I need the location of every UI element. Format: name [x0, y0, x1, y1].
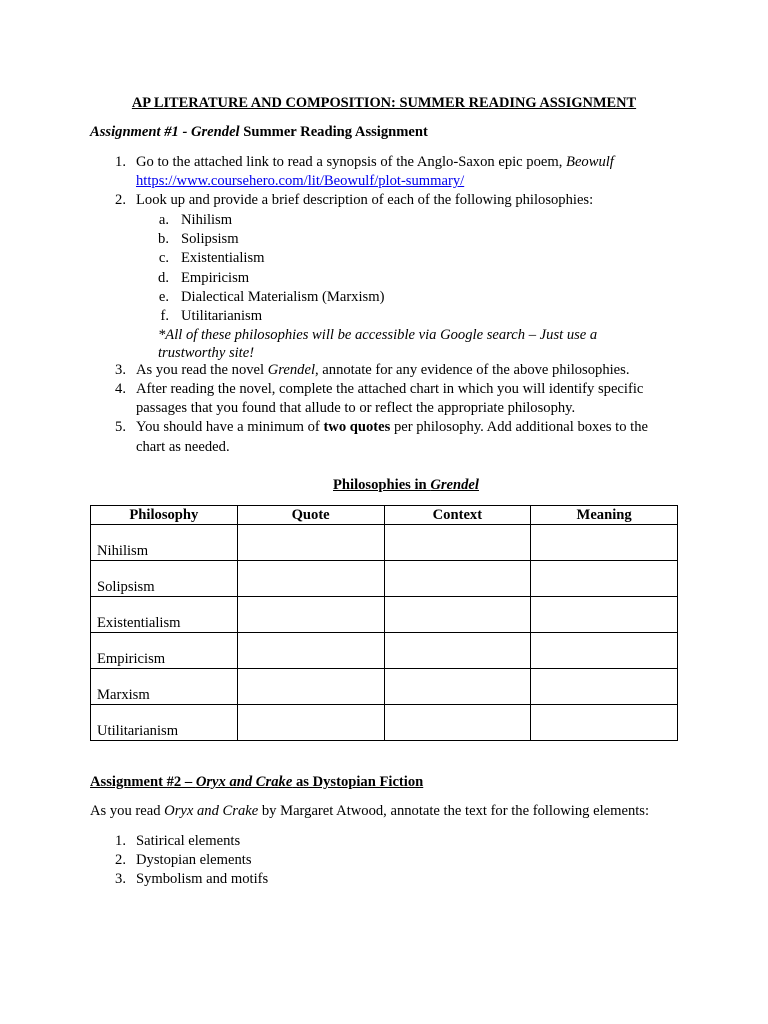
table-row: [91, 705, 678, 741]
context-cell[interactable]: [384, 669, 531, 705]
quote-cell[interactable]: [237, 597, 384, 633]
sublist-item: Utilitarianism: [181, 308, 263, 324]
sublist-item: Dialectical Materialism (Marxism): [181, 289, 385, 305]
sublist-letter: e.: [158, 289, 169, 305]
chart-title-prefix: Philosophies in: [333, 477, 431, 493]
list-number: 2.: [115, 852, 126, 868]
list-number: 1.: [115, 833, 126, 849]
table-row: [91, 561, 678, 597]
meaning-cell[interactable]: [531, 525, 678, 561]
intro-text: by Margaret Atwood, annotate the text for the following elements:: [258, 803, 650, 819]
context-cell[interactable]: [384, 561, 531, 597]
meaning-cell[interactable]: [531, 597, 678, 633]
list-item-text: As you read the novel: [136, 362, 268, 378]
list-item-5-line-2: chart as needed.: [136, 439, 230, 455]
list-item-3: [136, 361, 629, 380]
sublist-item: Empiricism: [181, 270, 250, 286]
chart-title: [0, 476, 768, 495]
philosophy-cell: Existentialism: [91, 597, 238, 633]
sublist-item: Nihilism: [181, 212, 233, 228]
quote-cell[interactable]: [237, 561, 384, 597]
list-item-1: [136, 153, 614, 172]
intro-text: As you read: [90, 803, 165, 819]
context-cell[interactable]: [384, 633, 531, 669]
list-number: 2.: [115, 192, 126, 208]
quote-cell[interactable]: [237, 633, 384, 669]
sublist-letter: a.: [158, 212, 169, 228]
meaning-cell[interactable]: [531, 669, 678, 705]
assignment-2-suffix: as Dystopian Fiction: [292, 774, 424, 790]
element-item: Symbolism and motifs: [136, 871, 269, 887]
context-cell[interactable]: [384, 597, 531, 633]
list-number: 3.: [115, 871, 126, 887]
meaning-cell[interactable]: [531, 561, 678, 597]
list-item-5-line-1: [136, 418, 648, 437]
assignment-2-book: Oryx and Crake: [195, 774, 293, 790]
sublist-item: Existentialism: [181, 250, 265, 266]
list-item-4-line-1: After reading the novel, complete the attached chart in which you will identify specific: [136, 381, 644, 397]
list-item-4-line-2: passages that you found that allude to or reflect the appropriate philosophy.: [136, 400, 576, 416]
context-cell[interactable]: [384, 525, 531, 561]
list-number: 5.: [115, 419, 126, 435]
table-row: [91, 597, 678, 633]
list-item-text: , annotate for any evidence of the above philosophies.: [315, 362, 630, 378]
sublist-letter: f.: [160, 308, 169, 324]
philosophy-cell: Empiricism: [91, 633, 238, 669]
sublist-letter: b.: [158, 231, 169, 247]
list-item-book: Grendel: [267, 362, 315, 378]
list-item-emphasis: two quotes: [323, 419, 391, 435]
element-item: Dystopian elements: [136, 852, 252, 868]
assignment-2-heading: [90, 773, 423, 792]
list-item-text: You should have a minimum of: [136, 419, 324, 435]
context-cell[interactable]: [384, 705, 531, 741]
meaning-cell[interactable]: [531, 633, 678, 669]
column-header-quote: Quote: [237, 506, 384, 525]
intro-book: Oryx and Crake: [164, 803, 259, 819]
element-item: Satirical elements: [136, 833, 241, 849]
table-row: [91, 633, 678, 669]
sublist-letter: d.: [158, 270, 169, 286]
philosophy-cell: Solipsism: [91, 561, 238, 597]
column-header-meaning: Meaning: [531, 506, 678, 525]
quote-cell[interactable]: [237, 705, 384, 741]
note-line-1: *All of these philosophies will be accessible via Google search – Just use a: [158, 327, 598, 343]
list-number: 1.: [115, 154, 126, 170]
note-line-2: trustworthy site!: [158, 345, 255, 361]
list-item-book: Beowulf: [566, 154, 614, 170]
assignment-1-heading: [90, 123, 428, 142]
synopsis-link[interactable]: [136, 172, 464, 191]
synopsis-link-text[interactable]: https://www.coursehero.com/lit/Beowulf/plot-summary/: [136, 173, 465, 189]
philosophy-cell: Utilitarianism: [91, 705, 238, 741]
assignment-1-suffix: Summer Reading Assignment: [239, 124, 428, 140]
document-title: AP LITERATURE AND COMPOSITION: SUMMER READING ASSIGNMENT: [131, 95, 637, 111]
list-item-text: per philosophy. Add additional boxes to the: [390, 419, 648, 435]
assignment-2-intro: [90, 802, 649, 821]
chart-title-book: Grendel: [430, 477, 479, 493]
list-number: 3.: [115, 362, 126, 378]
meaning-cell[interactable]: [531, 705, 678, 741]
quote-cell[interactable]: [237, 669, 384, 705]
list-number: 4.: [115, 381, 126, 397]
list-item-2: Look up and provide a brief description of each of the following philosophies:: [136, 192, 594, 208]
sublist-item: Solipsism: [181, 231, 239, 247]
assignment-1-prefix: Assignment #1 -: [90, 124, 191, 140]
sublist-letter: c.: [158, 250, 169, 266]
quote-cell[interactable]: [237, 525, 384, 561]
assignment-2-prefix: Assignment #2 –: [90, 774, 196, 790]
philosophy-cell: Marxism: [91, 669, 238, 705]
philosophy-cell: Nihilism: [91, 525, 238, 561]
table-row: [91, 525, 678, 561]
philosophy-table: [90, 505, 678, 741]
table-row: [91, 669, 678, 705]
column-header-context: Context: [384, 506, 531, 525]
list-item-text: Go to the attached link to read a synopsis of the Anglo-Saxon epic poem,: [136, 154, 567, 170]
assignment-1-book: Grendel: [190, 124, 240, 140]
table-header-row: [91, 506, 678, 525]
column-header-philosophy: Philosophy: [91, 506, 238, 525]
